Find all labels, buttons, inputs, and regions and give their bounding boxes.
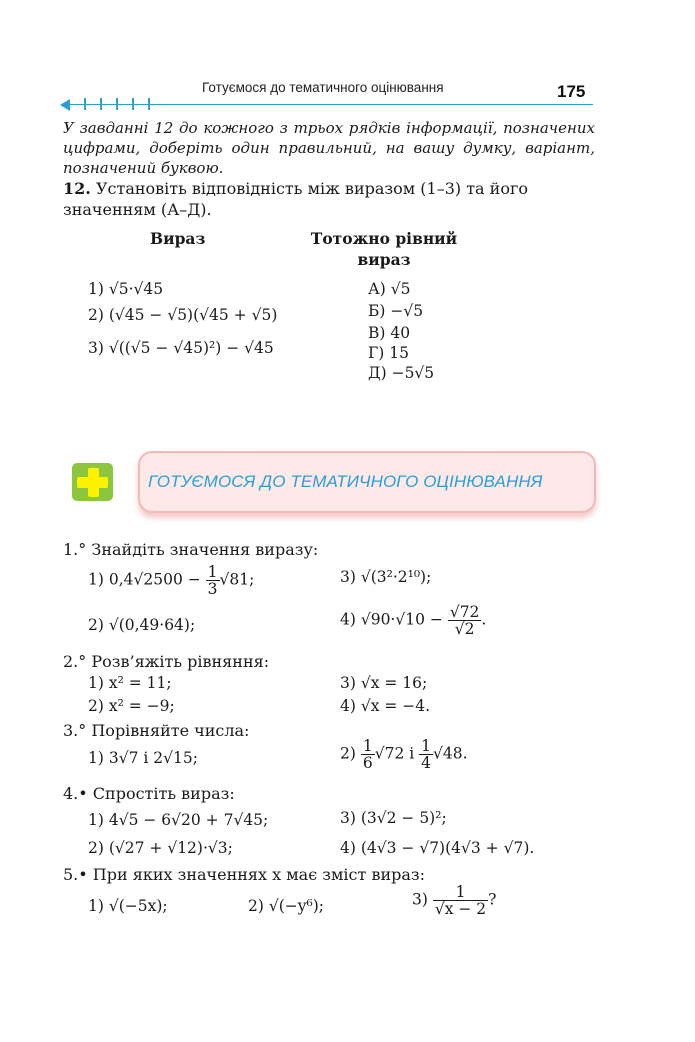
rule-tick [100, 98, 102, 110]
column-header-equivalent [304, 228, 464, 270]
question-5-item-2: 2) √(−y⁶); [248, 897, 324, 915]
expression-text: √48. [433, 744, 468, 763]
fraction-numerator: 1 [421, 737, 432, 755]
column-header-line: вираз [357, 250, 411, 269]
question-5-item-1: 1) √(−5x); [88, 897, 168, 915]
expression-text: 2) [340, 744, 361, 763]
answer-option: Б) −√5 [368, 302, 424, 320]
fraction-denominator: 6 [362, 754, 373, 772]
expression-item: 2) (√45 − √5)(√45 + √5) [88, 306, 278, 324]
fraction [206, 564, 220, 597]
fraction-numerator: √72 [449, 603, 480, 621]
question-1-item-4 [340, 604, 486, 637]
question-1-item-3: 3) √(3²·2¹⁰); [340, 568, 432, 586]
answer-option: А) √5 [368, 280, 411, 298]
expression-text: √81; [219, 570, 255, 589]
question-1-label: 1.° Знайдіть значення виразу: [63, 540, 319, 559]
question-2-item-4: 4) √x = −4. [340, 697, 431, 715]
task-text: Установіть відповідність між виразом (1–3) та його значенням (А–Д). [63, 179, 528, 219]
fraction [361, 738, 375, 771]
question-2-item-2: 2) x² = −9; [88, 697, 175, 715]
question-5-item-3 [412, 884, 496, 917]
section-title: ГОТУЄМОСЯ ДО ТЕМАТИЧНОГО ОЦІНЮВАННЯ [148, 472, 543, 491]
fraction-denominator: √x − 2 [434, 900, 487, 918]
header-rule [68, 104, 593, 105]
fraction-denominator: √2 [454, 620, 475, 638]
fraction-denominator: 3 [207, 580, 218, 598]
question-2-label: 2.° Розв’яжіть рівняння: [63, 652, 270, 671]
expression-text: 1) 0,4√2500 − [88, 570, 206, 589]
fraction [433, 884, 488, 917]
answer-option: Д) −5√5 [368, 364, 435, 382]
question-4-label: 4.• Спростіть вираз: [63, 784, 235, 803]
rule-tick [132, 98, 134, 110]
expression-item: 3) √((√5 − √45)²) − √45 [88, 339, 274, 357]
question-4-item-1: 1) 4√5 − 6√20 + 7√45; [88, 811, 269, 829]
fraction-denominator: 4 [421, 754, 432, 772]
question-1-item-2: 2) √(0,49·64); [88, 616, 196, 634]
answer-option: В) 40 [368, 324, 411, 342]
question-2-item-3: 3) √x = 16; [340, 674, 428, 692]
plus-icon-bar [77, 477, 108, 488]
expression-text: . [481, 610, 487, 629]
fraction-numerator: 1 [433, 884, 488, 901]
answer-option: Г) 15 [368, 344, 409, 362]
fraction [419, 738, 433, 771]
expression-text: 3) [412, 890, 433, 909]
fraction [448, 604, 482, 637]
rule-tick [116, 98, 118, 110]
expression-item: 1) √5·√45 [88, 280, 164, 298]
task-instruction: У завданні 12 до кожного з трьох рядків інформації, позначених цифрами, доберіть один правильний, на вашу думку, варіант, позначений буквою. [63, 119, 595, 177]
question-3-label: 3.° Порівняйте числа: [63, 721, 250, 740]
question-1-item-1 [88, 564, 254, 597]
question-4-item-4: 4) (4√3 − √7)(4√3 + √7). [340, 839, 535, 857]
task-12-statement [63, 178, 593, 220]
arrow-left-icon [60, 99, 70, 111]
question-2-item-1: 1) x² = 11; [88, 674, 172, 692]
expression-text: ? [488, 890, 497, 909]
page-number: 175 [557, 82, 586, 101]
question-4-item-2: 2) (√27 + √12)·√3; [88, 839, 233, 857]
question-5-label: 5.• При яких значеннях x має зміст вираз: [63, 865, 426, 884]
question-3-item-2 [340, 738, 468, 771]
question-3-item-1: 1) 3√7 і 2√15; [88, 749, 198, 767]
rule-tick [84, 98, 86, 110]
expression-text: 4) √90·√10 − [340, 610, 448, 629]
question-4-item-3: 3) (3√2 − 5)²; [340, 809, 447, 827]
column-header-expression: Вираз [150, 229, 206, 248]
rule-tick [148, 98, 150, 110]
task-number: 12. [63, 179, 91, 198]
fraction-numerator: 1 [362, 737, 373, 755]
running-title: Готуємося до тематичного оцінювання [202, 80, 444, 95]
expression-text: √72 і [374, 744, 420, 763]
fraction-numerator: 1 [207, 563, 218, 581]
column-header-line: Тотожно рівний [310, 229, 458, 248]
